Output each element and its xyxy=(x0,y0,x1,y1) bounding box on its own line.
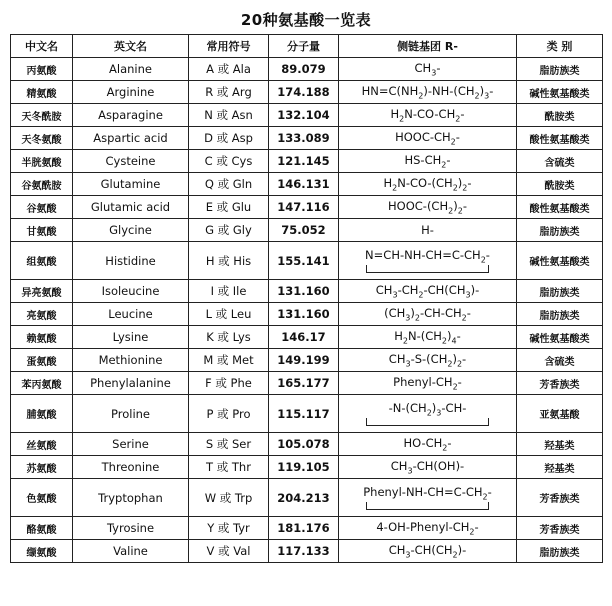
cell-side-chain xyxy=(339,242,517,280)
side-chain-formula: $CH_3-CH(OH)-$ xyxy=(390,458,465,476)
table-row xyxy=(11,540,603,563)
side-chain-formula: Phenyl-$NH-CH=C-CH_2-$ xyxy=(363,484,492,502)
table-row xyxy=(11,58,603,81)
cell-english-name: Glutamine xyxy=(73,173,189,196)
side-chain-formula: $H_2N-CO-(CH_2)_2-$ xyxy=(383,175,472,193)
cell-side-chain xyxy=(339,81,517,104)
cell-molecular-weight: 119.105 xyxy=(269,456,339,479)
table-row xyxy=(11,219,603,242)
cell-molecular-weight: 115.117 xyxy=(269,395,339,433)
cell-molecular-weight: 146.17 xyxy=(269,326,339,349)
cell-category: 芳香族类 xyxy=(517,479,603,517)
cell-english-name: Glutamic acid xyxy=(73,196,189,219)
cell-side-chain xyxy=(339,349,517,372)
cell-chinese-name: 苯丙氨酸 xyxy=(11,372,73,395)
cell-english-name: Proline xyxy=(73,395,189,433)
cell-category: 亚氨基酸 xyxy=(517,395,603,433)
cell-molecular-weight: 149.199 xyxy=(269,349,339,372)
cell-chinese-name: 丝氨酸 xyxy=(11,433,73,456)
cell-molecular-weight: 131.160 xyxy=(269,303,339,326)
header-category: 类 别 xyxy=(517,35,603,58)
header-chinese-name: 中文名 xyxy=(11,35,73,58)
cell-category: 碱性氨基酸类 xyxy=(517,242,603,280)
cell-english-name: Tyrosine xyxy=(73,517,189,540)
table-row xyxy=(11,349,603,372)
cell-symbol: R 或 Arg xyxy=(189,81,269,104)
cell-category: 芳香族类 xyxy=(517,372,603,395)
cell-symbol: Y 或 Tyr xyxy=(189,517,269,540)
cell-side-chain xyxy=(339,517,517,540)
header-english-name: 英文名 xyxy=(73,35,189,58)
side-chain-formula: $CH_3-S-(CH_2)_2-$ xyxy=(388,351,467,369)
cell-symbol: N 或 Asn xyxy=(189,104,269,127)
table-row xyxy=(11,150,603,173)
cell-english-name: Aspartic acid xyxy=(73,127,189,150)
table-row xyxy=(11,104,603,127)
cell-symbol: W 或 Trp xyxy=(189,479,269,517)
side-chain-formula: $(CH_3)_2-CH-CH_2-$ xyxy=(384,305,471,323)
side-chain-formula: $CH_3-CH(CH_2)-$ xyxy=(388,542,467,560)
cell-english-name: Methionine xyxy=(73,349,189,372)
cell-chinese-name: 组氨酸 xyxy=(11,242,73,280)
cell-symbol: E 或 Glu xyxy=(189,196,269,219)
cell-side-chain xyxy=(339,372,517,395)
cell-side-chain xyxy=(339,326,517,349)
cell-category: 含硫类 xyxy=(517,150,603,173)
cell-side-chain xyxy=(339,280,517,303)
ring-bracket xyxy=(366,502,489,510)
cell-category: 酰胺类 xyxy=(517,104,603,127)
cell-chinese-name: 亮氨酸 xyxy=(11,303,73,326)
cell-english-name: Lysine xyxy=(73,326,189,349)
cell-side-chain xyxy=(339,456,517,479)
ring-bracket xyxy=(366,265,489,273)
side-chain-formula: $CH_3-$ xyxy=(414,60,441,78)
cell-molecular-weight: 131.160 xyxy=(269,280,339,303)
cell-chinese-name: 缬氨酸 xyxy=(11,540,73,563)
side-chain-formula: $H_2N-(CH_2)_4-$ xyxy=(394,328,461,346)
cell-molecular-weight: 155.141 xyxy=(269,242,339,280)
cell-molecular-weight: 132.104 xyxy=(269,104,339,127)
cell-side-chain xyxy=(339,127,517,150)
cell-symbol: S 或 Ser xyxy=(189,433,269,456)
side-chain-formula: $4-OH-Phenyl-CH_2-$ xyxy=(376,519,479,537)
cell-category: 酸性氨基酸类 xyxy=(517,196,603,219)
table-row xyxy=(11,196,603,219)
table-row xyxy=(11,242,603,280)
cell-side-chain xyxy=(339,479,517,517)
cell-category: 脂肪族类 xyxy=(517,219,603,242)
cell-side-chain xyxy=(339,104,517,127)
cell-category: 脂肪族类 xyxy=(517,280,603,303)
cell-category: 脂肪族类 xyxy=(517,303,603,326)
cell-english-name: Cysteine xyxy=(73,150,189,173)
cell-english-name: Glycine xyxy=(73,219,189,242)
cell-side-chain xyxy=(339,173,517,196)
cell-symbol: C 或 Cys xyxy=(189,150,269,173)
cell-chinese-name: 丙氨酸 xyxy=(11,58,73,81)
table-row xyxy=(11,517,603,540)
cell-symbol: F 或 Phe xyxy=(189,372,269,395)
cell-side-chain xyxy=(339,540,517,563)
cell-side-chain xyxy=(339,395,517,433)
ring-bracket xyxy=(366,418,489,426)
cell-side-chain xyxy=(339,303,517,326)
cell-english-name: Phenylalanine xyxy=(73,372,189,395)
cell-molecular-weight: 75.052 xyxy=(269,219,339,242)
side-chain-formula: $HN=C(NH_2)-NH-(CH_2)_3-$ xyxy=(361,83,494,101)
cell-category: 羟基类 xyxy=(517,456,603,479)
table-row xyxy=(11,326,603,349)
table-header-row xyxy=(11,35,603,58)
cell-chinese-name: 蛋氨酸 xyxy=(11,349,73,372)
cell-category: 酸性氨基酸类 xyxy=(517,127,603,150)
cell-symbol: Q 或 Gln xyxy=(189,173,269,196)
cell-molecular-weight: 181.176 xyxy=(269,517,339,540)
cell-chinese-name: 色氨酸 xyxy=(11,479,73,517)
table-row xyxy=(11,479,603,517)
cell-english-name: Threonine xyxy=(73,456,189,479)
cell-symbol: G 或 Gly xyxy=(189,219,269,242)
side-chain-formula: $HO-CH_2-$ xyxy=(403,435,452,453)
cell-molecular-weight: 204.213 xyxy=(269,479,339,517)
cell-molecular-weight: 165.177 xyxy=(269,372,339,395)
cell-category: 脂肪族类 xyxy=(517,58,603,81)
header-side-chain: 侧链基团 R- xyxy=(339,35,517,58)
cell-category: 芳香族类 xyxy=(517,517,603,540)
side-chain-formula: $CH_3-CH_2-CH(CH_3)-$ xyxy=(375,282,480,300)
cell-symbol: K 或 Lys xyxy=(189,326,269,349)
cell-molecular-weight: 105.078 xyxy=(269,433,339,456)
cell-chinese-name: 异亮氨酸 xyxy=(11,280,73,303)
cell-category: 含硫类 xyxy=(517,349,603,372)
table-row xyxy=(11,395,603,433)
cell-side-chain xyxy=(339,150,517,173)
cell-chinese-name: 甘氨酸 xyxy=(11,219,73,242)
side-chain-formula: HOOC-$CH_2-$ xyxy=(395,129,460,147)
cell-category: 碱性氨基酸类 xyxy=(517,326,603,349)
cell-symbol: V 或 Val xyxy=(189,540,269,563)
cell-chinese-name: 谷氨酸 xyxy=(11,196,73,219)
cell-side-chain xyxy=(339,219,517,242)
cell-molecular-weight: 121.145 xyxy=(269,150,339,173)
cell-chinese-name: 谷氨酰胺 xyxy=(11,173,73,196)
cell-category: 羟基类 xyxy=(517,433,603,456)
cell-side-chain xyxy=(339,433,517,456)
cell-symbol: M 或 Met xyxy=(189,349,269,372)
cell-symbol: L 或 Leu xyxy=(189,303,269,326)
cell-chinese-name: 精氨酸 xyxy=(11,81,73,104)
cell-english-name: Valine xyxy=(73,540,189,563)
cell-english-name: Serine xyxy=(73,433,189,456)
cell-symbol: A 或 Ala xyxy=(189,58,269,81)
cell-english-name: Isoleucine xyxy=(73,280,189,303)
cell-chinese-name: 苏氨酸 xyxy=(11,456,73,479)
side-chain-formula: $N=CH-NH-CH=C-CH_2-$ xyxy=(365,247,490,265)
table-row xyxy=(11,127,603,150)
cell-molecular-weight: 117.133 xyxy=(269,540,339,563)
table-row xyxy=(11,280,603,303)
cell-side-chain xyxy=(339,196,517,219)
table-row xyxy=(11,173,603,196)
cell-molecular-weight: 89.079 xyxy=(269,58,339,81)
cell-english-name: Leucine xyxy=(73,303,189,326)
cell-english-name: Asparagine xyxy=(73,104,189,127)
cell-symbol: I 或 Ile xyxy=(189,280,269,303)
side-chain-formula: $H_2N-CO-CH_2-$ xyxy=(390,106,465,124)
cell-chinese-name: 赖氨酸 xyxy=(11,326,73,349)
table-row xyxy=(11,372,603,395)
cell-symbol: H 或 His xyxy=(189,242,269,280)
cell-chinese-name: 天冬酰胺 xyxy=(11,104,73,127)
cell-chinese-name: 半胱氨酸 xyxy=(11,150,73,173)
cell-english-name: Alanine xyxy=(73,58,189,81)
side-chain-formula: $-N-(CH_2)_3-CH-$ xyxy=(388,400,467,418)
table-row xyxy=(11,433,603,456)
cell-molecular-weight: 147.116 xyxy=(269,196,339,219)
cell-symbol: D 或 Asp xyxy=(189,127,269,150)
cell-symbol: P 或 Pro xyxy=(189,395,269,433)
cell-chinese-name: 酪氨酸 xyxy=(11,517,73,540)
cell-category: 酰胺类 xyxy=(517,173,603,196)
side-chain-formula: HOOC-$(CH_2)_2-$ xyxy=(388,198,467,216)
cell-category: 碱性氨基酸类 xyxy=(517,81,603,104)
cell-symbol: T 或 Thr xyxy=(189,456,269,479)
cell-chinese-name: 天冬氨酸 xyxy=(11,127,73,150)
amino-acid-table xyxy=(10,34,603,563)
header-symbol: 常用符号 xyxy=(189,35,269,58)
header-molecular-weight: 分子量 xyxy=(269,35,339,58)
table-row xyxy=(11,303,603,326)
table-row xyxy=(11,81,603,104)
side-chain-formula: $HS-CH_2-$ xyxy=(404,152,451,170)
cell-molecular-weight: 146.131 xyxy=(269,173,339,196)
cell-side-chain xyxy=(339,58,517,81)
cell-molecular-weight: 174.188 xyxy=(269,81,339,104)
side-chain-formula: H- xyxy=(421,223,434,237)
page-title: 20种氨基酸一览表 xyxy=(240,11,372,29)
cell-english-name: Histidine xyxy=(73,242,189,280)
cell-chinese-name: 脯氨酸 xyxy=(11,395,73,433)
cell-category: 脂肪族类 xyxy=(517,540,603,563)
table-row xyxy=(11,456,603,479)
cell-english-name: Arginine xyxy=(73,81,189,104)
cell-molecular-weight: 133.089 xyxy=(269,127,339,150)
cell-english-name: Tryptophan xyxy=(73,479,189,517)
side-chain-formula: Phenyl-$CH_2-$ xyxy=(393,374,462,392)
